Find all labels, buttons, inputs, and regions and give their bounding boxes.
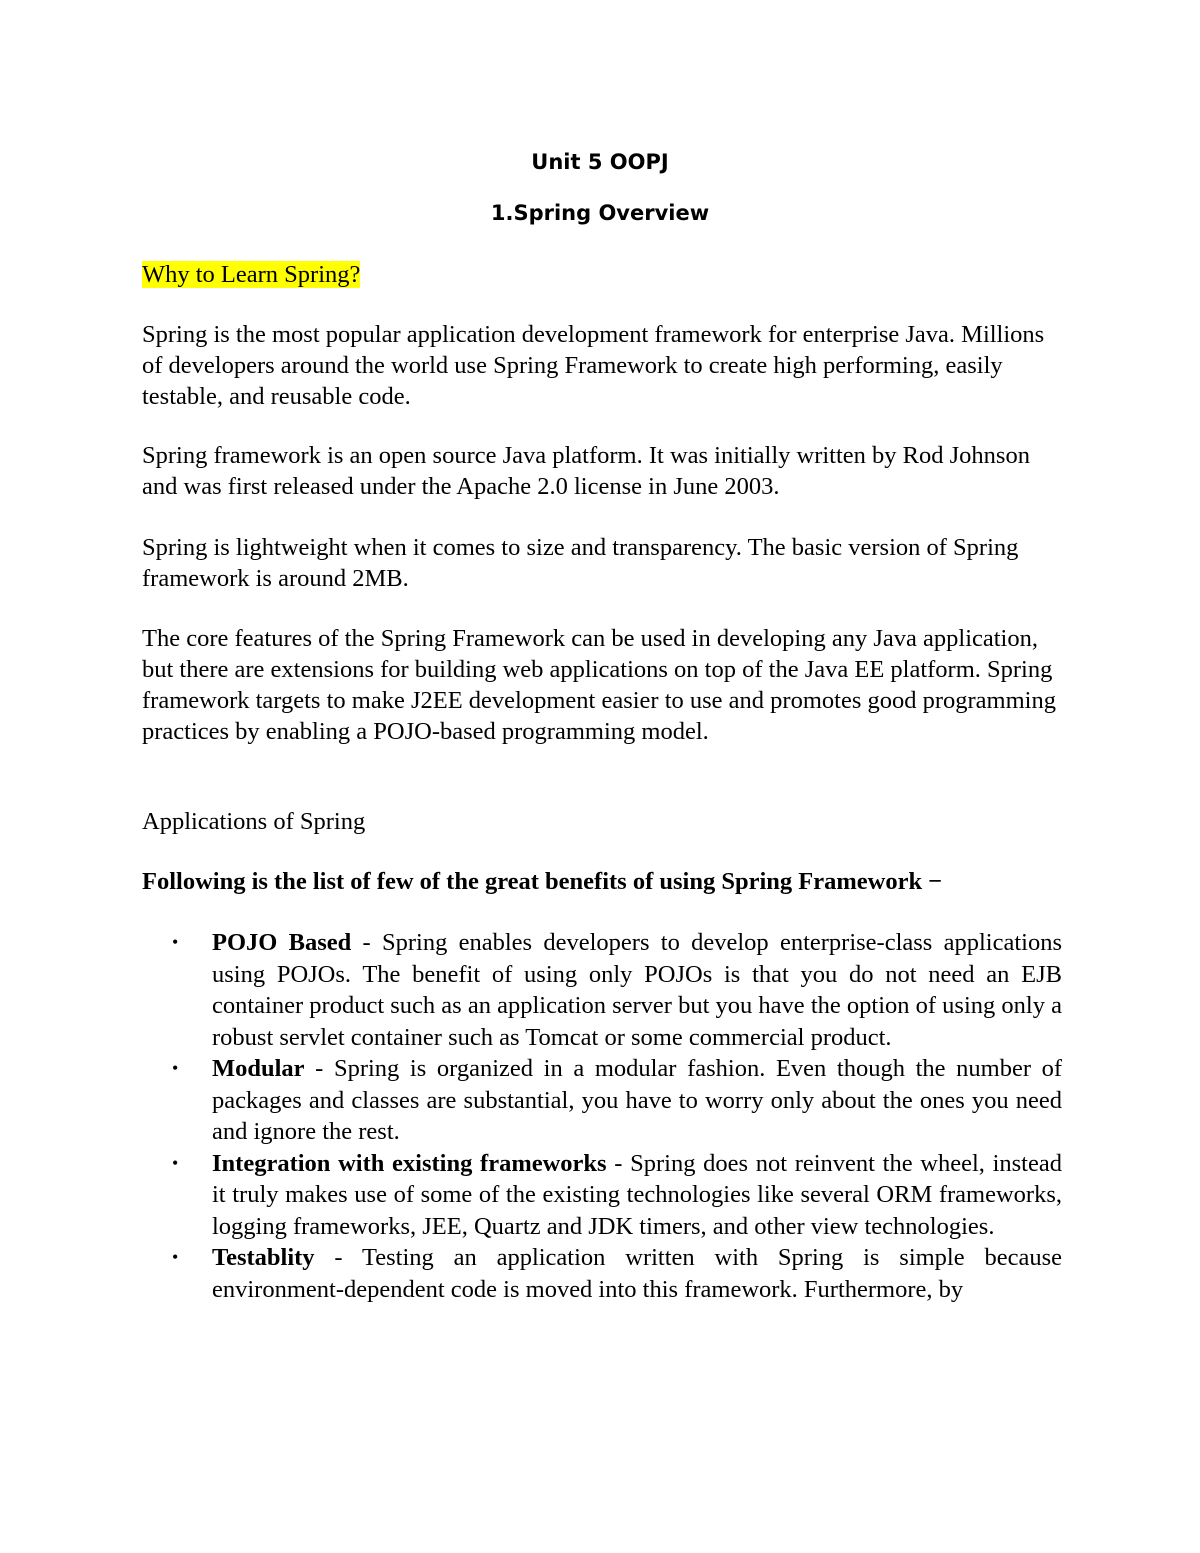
why-learn-heading bbox=[142, 259, 1062, 290]
list-item bbox=[142, 1242, 1062, 1305]
document-title: Unit 5 OOPJ bbox=[531, 150, 669, 174]
paragraph: Spring is the most popular application development framework for enterprise Java. Millions of developers around the world use Spring Framework to create high performing, easily testable, and reusable code. bbox=[142, 321, 1045, 410]
paragraph: The core features of the Spring Framework can be used in developing any Java application, but there are extensions for building web applications on top of the Java EE platform. Spring framework targets to make J2EE development easier to use and promotes good programming practices by enabling a POJO-based programming model. bbox=[142, 625, 1056, 745]
benefit-term: Integration with existing frameworks bbox=[212, 1149, 607, 1177]
benefit-description: - Spring enables developers to develop enterprise-class applications using POJOs. The benefit of using only POJOs is that you do not need an EJB container product such as an application server but you have the option of using only a robust servlet container such as Tomcat or some commercial product. bbox=[212, 929, 1062, 1051]
benefit-term: Testablity bbox=[212, 1244, 315, 1271]
bullet-icon: • bbox=[172, 1058, 179, 1078]
benefit-term: POJO Based bbox=[212, 929, 352, 956]
applications-heading: Applications of Spring bbox=[142, 808, 366, 835]
list-item bbox=[142, 927, 1062, 1053]
list-item bbox=[142, 1053, 1062, 1148]
benefit-description: - Testing an application written with Spring is simple because environment-dependent code is moved into this framework. Furthermore, by bbox=[212, 1244, 1062, 1303]
benefits-intro: Following is the list of few of the great benefits of using Spring Framework − bbox=[142, 868, 943, 895]
highlighted-heading-text: Why to Learn Spring? bbox=[142, 261, 361, 288]
list-item bbox=[142, 1148, 1062, 1243]
benefit-description: - Spring does not reinvent the wheel, instead it truly makes use of some of the existing technologies like several ORM frameworks, logging frameworks, JEE, Quartz and JDK timers, and other view technologies. bbox=[212, 1149, 1062, 1240]
benefit-description: - Spring is organized in a modular fashion. Even though the number of packages and classes are substantial, you have to worry only about the ones you need and ignore the rest. bbox=[212, 1055, 1062, 1145]
bullet-icon: • bbox=[172, 932, 179, 952]
bullet-icon: • bbox=[172, 1152, 179, 1173]
benefits-list bbox=[142, 927, 1062, 1305]
paragraph: Spring is lightweight when it comes to size and transparency. The basic version of Spring framework is around 2MB. bbox=[142, 534, 1019, 592]
bullet-icon: • bbox=[172, 1247, 179, 1267]
benefit-term: Modular bbox=[212, 1055, 305, 1082]
paragraph: Spring framework is an open source Java platform. It was initially written by Rod Johnson and was first released under the Apache 2.0 license in June 2003. bbox=[142, 442, 1030, 500]
section-title: 1.Spring Overview bbox=[490, 201, 710, 225]
